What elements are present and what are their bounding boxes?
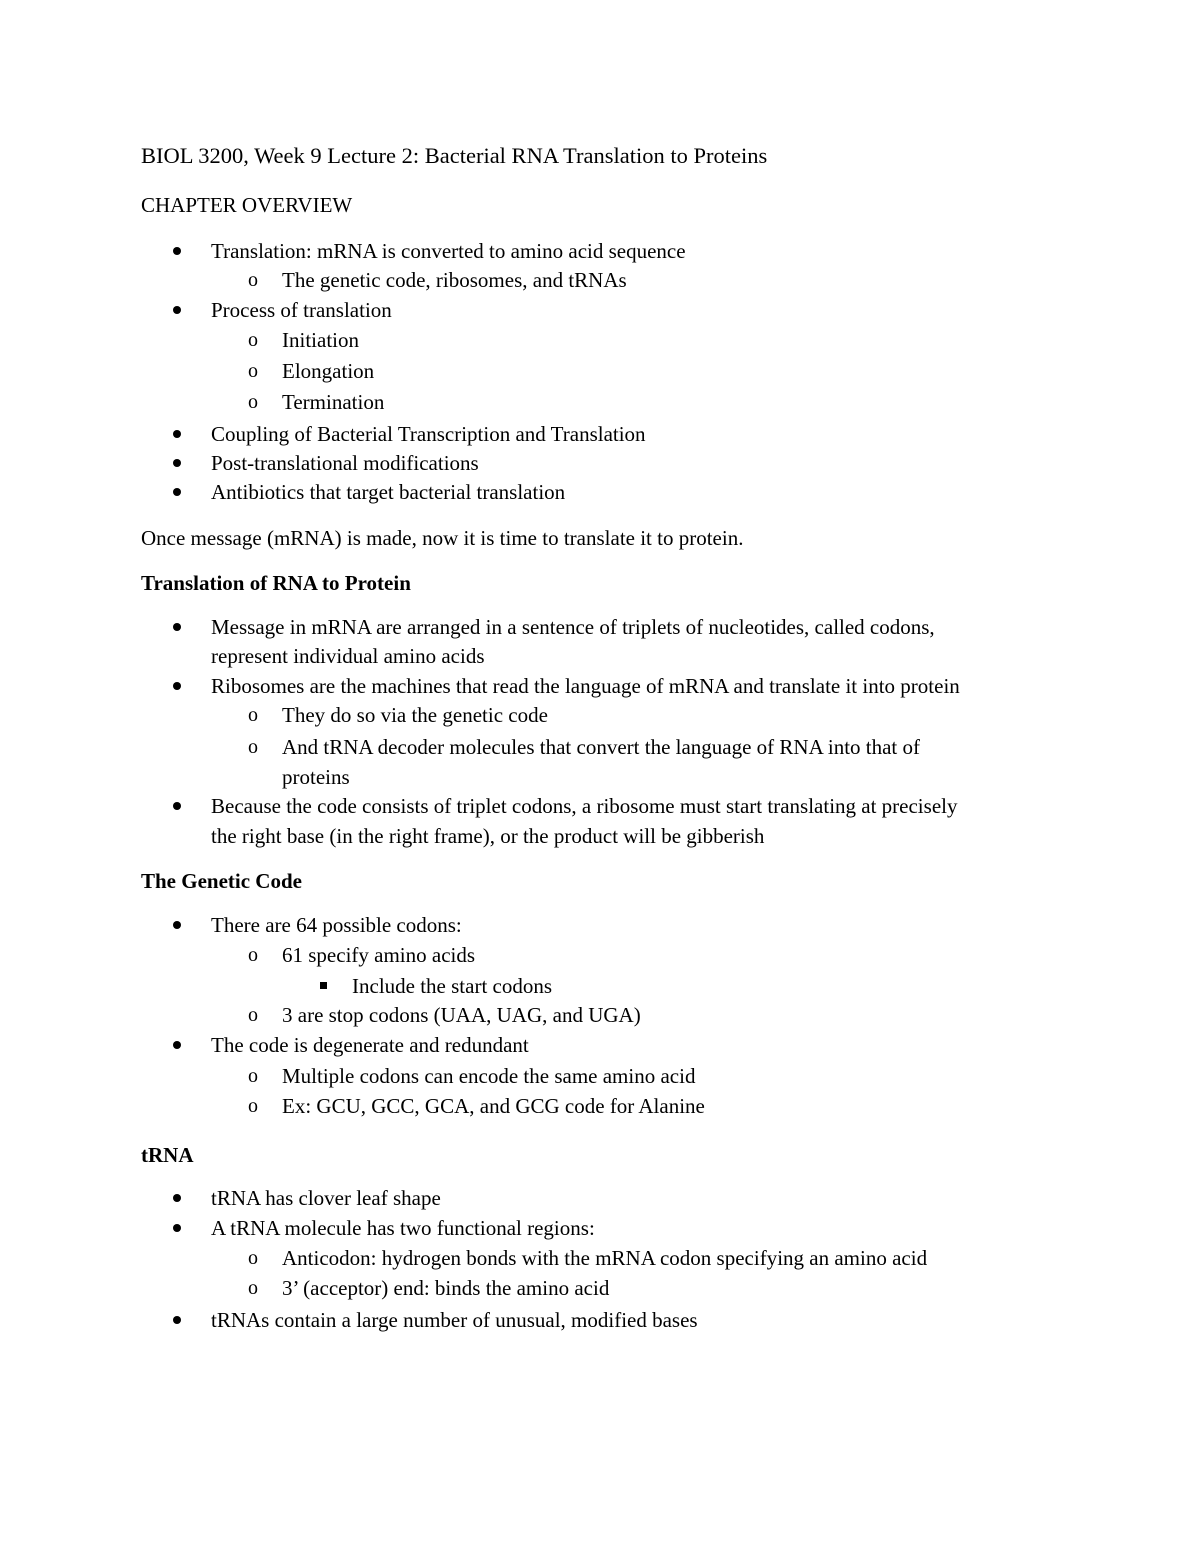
circle-bullet-icon: o [248, 736, 258, 758]
list-item-continuation: proteins [282, 765, 350, 789]
list-item: o Ex: GCU, GCC, GCA, and GCG code for Alanine [282, 1091, 705, 1121]
list-item: Include the start codons [352, 974, 553, 998]
section-heading-translation: Translation of RNA to Protein [141, 571, 411, 595]
list-item: o 61 specify amino acids [282, 940, 475, 970]
circle-bullet-icon: o [248, 269, 258, 291]
list-item: Process of translation [211, 298, 392, 322]
list-item: o 3’ (acceptor) end: binds the amino acid [282, 1273, 609, 1303]
list-item: A tRNA molecule has two functional regions: [211, 1216, 595, 1240]
circle-bullet-icon: o [248, 1004, 258, 1026]
circle-bullet-icon: o [248, 1247, 258, 1269]
list-item: Ribosomes are the machines that read the language of mRNA and translate it into protein [211, 674, 960, 698]
list-item-continuation: the right base (in the right frame), or the product will be gibberish [211, 824, 765, 848]
circle-bullet-icon: o [248, 329, 258, 351]
circle-bullet-icon: o [248, 391, 258, 413]
circle-bullet-icon: o [248, 1065, 258, 1087]
list-item: o Anticodon: hydrogen bonds with the mRNA codon specifying an amino acid [282, 1243, 927, 1273]
list-item: o The genetic code, ribosomes, and tRNAs [282, 265, 627, 295]
circle-bullet-icon: o [248, 944, 258, 966]
list-item: Coupling of Bacterial Transcription and Translation [211, 422, 646, 446]
list-item: o 3 are stop codons (UAA, UAG, and UGA) [282, 1000, 641, 1030]
section-heading-trna: tRNA [141, 1143, 194, 1167]
list-item: Because the code consists of triplet codons, a ribosome must start translating at precisely [211, 794, 958, 818]
list-item: o And tRNA decoder molecules that convert the language of RNA into that of [282, 732, 920, 762]
list-item: o They do so via the genetic code [282, 700, 548, 730]
list-item: The code is degenerate and redundant [211, 1033, 529, 1057]
list-item: Antibiotics that target bacterial translation [211, 480, 566, 504]
circle-bullet-icon: o [248, 1095, 258, 1117]
list-item: o Termination [282, 387, 384, 417]
list-item: o Multiple codons can encode the same amino acid [282, 1061, 695, 1091]
circle-bullet-icon: o [248, 704, 258, 726]
list-item: Post-translational modifications [211, 451, 479, 475]
intro-paragraph: Once message (mRNA) is made, now it is time to translate it to protein. [141, 526, 744, 550]
circle-bullet-icon: o [248, 360, 258, 382]
section-heading-genetic-code: The Genetic Code [141, 869, 302, 893]
overview-heading: CHAPTER OVERVIEW [141, 193, 353, 217]
list-item: tRNA has clover leaf shape [211, 1186, 441, 1210]
list-item: tRNAs contain a large number of unusual, modified bases [211, 1308, 698, 1332]
list-item: There are 64 possible codons: [211, 913, 462, 937]
circle-bullet-icon: o [248, 1277, 258, 1299]
list-item: Translation: mRNA is converted to amino acid sequence [211, 239, 686, 263]
document-title: BIOL 3200, Week 9 Lecture 2: Bacterial RNA Translation to Proteins [141, 143, 768, 168]
list-item-continuation: represent individual amino acids [211, 644, 485, 668]
list-item: o Initiation [282, 325, 359, 355]
list-item: Message in mRNA are arranged in a sentence of triplets of nucleotides, called codons, [211, 615, 935, 639]
list-item: o Elongation [282, 356, 374, 386]
